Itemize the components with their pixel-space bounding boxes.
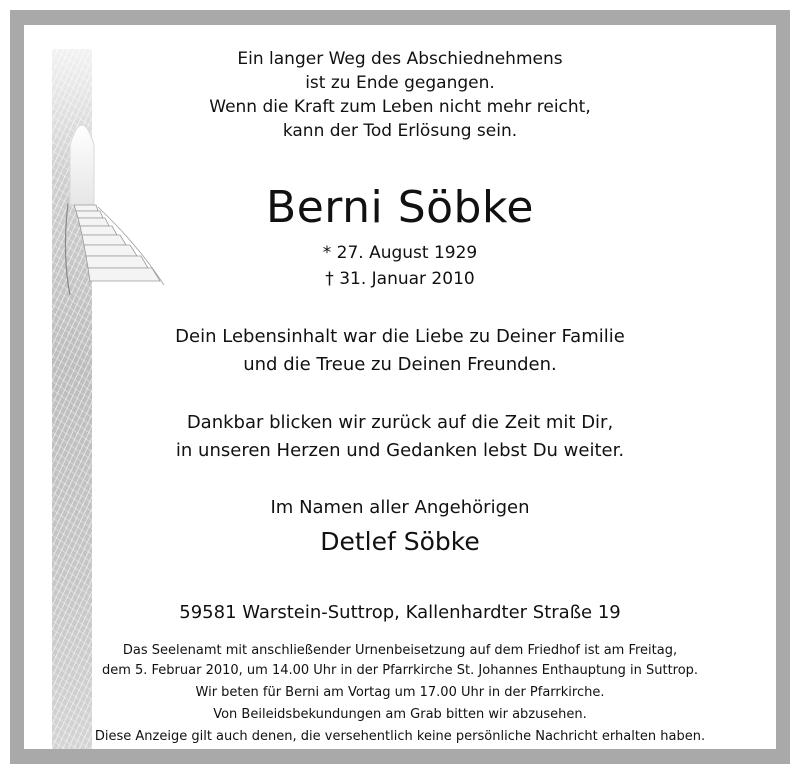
obituary-card <box>24 25 776 749</box>
tribute-line: in unseren Herzen und Gedanken lebst Du weiter. <box>175 440 625 461</box>
signer-name: Detlef Söbke <box>320 527 480 556</box>
notice-line: Von Beileidsbekundungen am Grab bitten wir abzusehen. <box>213 707 587 722</box>
on-behalf-line: Im Namen aller Angehörigen <box>270 497 530 518</box>
notice-line: Das Seelenamt mit anschließender Urnenbeisetzung auf dem Friedhof ist am Freitag, <box>122 643 678 658</box>
verse-line: Wenn die Kraft zum Leben nicht mehr reicht, <box>209 97 591 117</box>
verse-line: Ein langer Weg des Abschiednehmens <box>237 49 563 69</box>
address-line: 59581 Warstein-Suttrop, Kallenhardter Straße 19 <box>179 602 621 623</box>
notice-line: Diese Anzeige gilt auch denen, die versehentlich keine persönliche Nachricht erhalten haben. <box>94 729 706 744</box>
tribute-line: und die Treue zu Deinen Freunden. <box>243 354 557 375</box>
verse-line: kann der Tod Erlösung sein. <box>282 121 518 141</box>
notice-line: Wir beten für Berni am Vortag um 17.00 Uhr in der Pfarrkirche. <box>195 685 605 700</box>
obituary-frame <box>10 10 790 764</box>
deceased-name: Berni Söbke <box>266 182 534 233</box>
notice-line: dem 5. Februar 2010, um 14.00 Uhr in der Pfarrkirche St. Johannes Enthauptung in Suttrop. <box>101 663 699 678</box>
obituary-content <box>24 25 776 749</box>
verse-line: ist zu Ende gegangen. <box>305 73 495 93</box>
death-date: † 31. Januar 2010 <box>325 269 475 289</box>
tribute-line: Dankbar blicken wir zurück auf die Zeit mit Dir, <box>186 412 614 433</box>
tribute-line: Dein Lebensinhalt war die Liebe zu Deiner Familie <box>175 326 625 347</box>
birth-date: * 27. August 1929 <box>322 243 478 263</box>
